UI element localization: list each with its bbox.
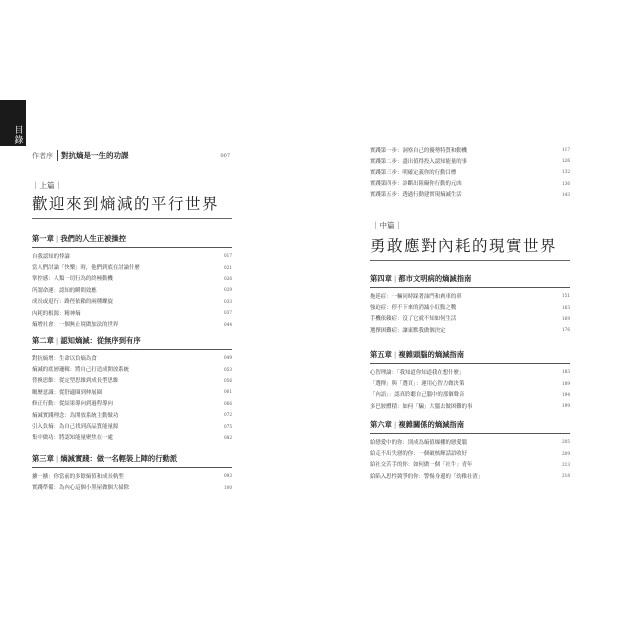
entry-title: 對抗熵增：生命以負熵為食	[32, 355, 97, 362]
entry-title: 掌控感：人類一切行為的終極動機	[32, 276, 113, 283]
entry-title: 手機依賴症：沒了它就不知如何生活	[370, 316, 457, 323]
list-item[interactable]	[370, 290, 570, 301]
entry-title: 內耗的根源：精神熵	[32, 310, 81, 317]
chapter-1	[32, 234, 232, 330]
preface-entry	[32, 150, 230, 161]
list-item[interactable]	[32, 420, 232, 431]
part2-title: 勇敢應對內耗的現實世界	[370, 237, 558, 255]
entry-page: 017	[224, 253, 232, 259]
part2-divider	[370, 260, 570, 261]
part2-label: ｜中篇｜	[372, 221, 402, 230]
entry-title: 選擇困難症：讓東默我做個決定	[370, 327, 446, 334]
part1-title: 歡迎來到熵減的平行世界	[32, 195, 220, 213]
entry-title: 給陷入思性競爭的你：警惕身邊的「幼稚社渣」	[370, 473, 484, 480]
entry-title: 修正行動：從結果導向到過程導向	[32, 401, 113, 408]
entry-title: 給社交苦手的你：如何做一個「社牛」青年	[370, 462, 473, 469]
entry-page: 209	[562, 450, 570, 456]
list-item[interactable]	[370, 459, 570, 470]
chapter-3-title: 熵減實踐：做一名輕裝上陣的行動派	[60, 454, 178, 463]
list-item[interactable]	[32, 296, 232, 307]
list-item[interactable]	[32, 363, 232, 374]
entry-title: 心智理論：「我知道你知道我在想什麼」	[370, 369, 465, 376]
table-of-contents-spread	[0, 100, 640, 540]
list-item[interactable]	[370, 400, 570, 411]
chapter-4-heading: 第四章 | 都市文明病的熵減指南	[370, 274, 570, 288]
entry-title: 實踐第三步：明確定義你的行動目標	[370, 169, 457, 176]
list-item[interactable]	[370, 144, 570, 155]
list-item[interactable]	[32, 386, 232, 397]
entry-page: 093	[224, 473, 232, 479]
entry-title: 「內語」：認真聆聽自己腦中的那個聲音	[370, 392, 465, 399]
list-item[interactable]	[32, 273, 232, 284]
list-item[interactable]	[32, 470, 232, 481]
entry-page: 029	[224, 287, 232, 293]
entry-page: 218	[562, 473, 570, 479]
entry-title: 拖延症：一輛同時踩著油門和剎車的車	[370, 293, 462, 300]
chapter-2-heading: 第二章 | 認知熵減：從無序到有序	[32, 336, 232, 350]
toc-tab-label: 目錄	[14, 126, 24, 146]
entry-page: 037	[224, 310, 232, 316]
list-item[interactable]	[370, 377, 570, 388]
entry-title: 多巴胺體積：如何「騙」大腦去做困難的事	[370, 403, 473, 410]
list-item[interactable]	[370, 470, 570, 481]
entry-page: 075	[224, 423, 232, 429]
list-item[interactable]	[32, 375, 232, 386]
entry-page: 026	[224, 275, 232, 281]
entry-page: 126	[562, 158, 570, 164]
entry-page: 053	[224, 366, 232, 372]
list-item[interactable]	[370, 389, 570, 400]
list-item[interactable]	[32, 250, 232, 261]
chapter-5-heading: 第五章 | 複雜頭腦的熵減指南	[370, 350, 570, 364]
list-item[interactable]	[370, 155, 570, 166]
entry-page: 049	[224, 355, 232, 361]
entry-page: 117	[562, 147, 570, 153]
list-item[interactable]	[370, 301, 570, 312]
entry-title: 熵減的底層邏輯：將自己打造成開放系統	[32, 367, 130, 374]
entry-title: 嘅歷意識：從舒適圈到伸展圈	[32, 389, 103, 396]
list-item[interactable]	[370, 436, 570, 447]
chapter-3	[32, 454, 232, 493]
entry-title: 強迫症：停不下來的消滅小紅點之戰	[370, 305, 457, 312]
entry-page: 169	[562, 315, 570, 321]
chapter-5-number: 第五章	[370, 350, 392, 359]
entry-title: 替換思維：從定型思維到成長型思維	[32, 378, 119, 385]
preface-label: 作者序	[32, 151, 53, 160]
list-item[interactable]	[370, 324, 570, 335]
entry-title: 實踐準備：為內心這個小黑屋做個大掃除	[32, 485, 130, 492]
chapter-3-number: 第三章	[32, 454, 54, 463]
entry-page: 082	[224, 434, 232, 440]
list-item[interactable]	[32, 307, 232, 318]
entry-title: 給走不出失戀的你：一個破核輝話語收好	[370, 451, 468, 458]
entry-page: 033	[224, 298, 232, 304]
preface-title: 對抗熵是一生的功課	[57, 150, 129, 161]
entry-page: 021	[224, 264, 232, 270]
chapter-6-number: 第六章	[370, 420, 392, 429]
list-item[interactable]	[370, 366, 570, 377]
toc-tab	[0, 100, 26, 146]
entry-title: 自我認知的悖論	[32, 253, 70, 260]
entry-page: 044	[224, 321, 232, 327]
entry-title: 所謂命運：認知的瞬間效應	[32, 287, 97, 294]
entry-page: 100	[224, 484, 232, 490]
list-item[interactable]	[32, 284, 232, 295]
entry-page: 143	[562, 191, 570, 197]
list-item[interactable]	[32, 481, 232, 492]
entry-page: 163	[562, 304, 570, 310]
entry-page: 132	[562, 169, 570, 175]
list-item[interactable]	[32, 261, 232, 272]
entry-page: 189	[562, 380, 570, 386]
chapter-3-heading: 第三章 | 熵減實踐：做一名輕裝上陣的行動派	[32, 454, 232, 468]
chapter-4-title: 都市文明病的熵減指南	[398, 274, 472, 283]
list-item[interactable]	[32, 409, 232, 420]
list-item[interactable]	[32, 432, 232, 443]
entry-page: 205	[562, 439, 570, 445]
preface-page: 007	[220, 152, 230, 159]
chapter-1-heading: 第一章 | 我們的人生正被操控	[32, 234, 232, 248]
chapter-4	[370, 274, 570, 336]
entry-page: 072	[224, 412, 232, 418]
entry-title: 成長或退行：路徑依賴的兩種螺旋	[32, 299, 113, 306]
list-item[interactable]	[370, 313, 570, 324]
chapter-6	[370, 420, 570, 482]
list-item[interactable]	[32, 352, 232, 363]
list-item[interactable]	[370, 447, 570, 458]
entry-page: 136	[562, 180, 570, 186]
entry-title: 熵增社會：一個無止境做加法的世界	[32, 322, 119, 329]
entry-page: 151	[562, 293, 570, 299]
entry-title: 實踐第一步：洞察自己的優勢特質和動機	[370, 147, 468, 154]
entry-page: 056	[224, 377, 232, 383]
list-item[interactable]	[32, 318, 232, 329]
entry-page: 183	[562, 369, 570, 375]
entry-page: 213	[562, 461, 570, 467]
list-item[interactable]	[370, 166, 570, 177]
entry-title: 實踐第二步：盡出值得投入認知能量的事	[370, 158, 468, 165]
chapter-2-title: 認知熵減：從無序到有序	[60, 336, 141, 345]
chapter-6-heading: 第六章 | 複雜關係的熵減指南	[370, 420, 570, 434]
entry-title: 擴一擴：你當前的多餘熵值和成長軌型	[32, 473, 124, 480]
entry-page: 194	[562, 391, 570, 397]
entry-title: 當人們討論「快樂」時，他們到底在討論什麼	[32, 265, 140, 272]
entry-page: 199	[562, 403, 570, 409]
list-item[interactable]	[370, 178, 570, 189]
chapter-5-title: 複雜頭腦的熵減指南	[398, 350, 465, 359]
chapter-4-number: 第四章	[370, 274, 392, 283]
practice-steps	[370, 144, 570, 200]
entry-title: 實踐第四步：診斷出阻礙你行動的元凶	[370, 181, 462, 188]
chapter-2	[32, 336, 232, 443]
entry-title: 集中做功：將認知能量聚焦在一處	[32, 435, 113, 442]
entry-title: 實踐第五步：透過行動建實現熵減生活	[370, 192, 462, 199]
entry-title: 給戀愛中的你：別成為熵值爆棚的戀愛腦	[370, 439, 468, 446]
entry-title: 「選擇」與「選頁」：運用心智力做決策	[370, 381, 465, 388]
entry-title: 熵減實踐理念：為開放系統主動做功	[32, 412, 119, 419]
list-item[interactable]	[32, 398, 232, 409]
chapter-6-title: 複雜關係的熵減指南	[398, 420, 465, 429]
chapter-5	[370, 350, 570, 412]
part1-divider	[32, 218, 232, 219]
entry-page: 061	[224, 389, 232, 395]
entry-page: 066	[224, 400, 232, 406]
entry-page: 176	[562, 327, 570, 333]
chapter-1-title: 我們的人生正被操控	[60, 234, 127, 243]
chapter-1-number: 第一章	[32, 234, 54, 243]
entry-title: 引入負熵：為自己找到高品質能量源	[32, 424, 119, 431]
part1-label: ｜上篇｜	[32, 181, 62, 190]
list-item[interactable]	[370, 189, 570, 200]
chapter-2-number: 第二章	[32, 336, 54, 345]
